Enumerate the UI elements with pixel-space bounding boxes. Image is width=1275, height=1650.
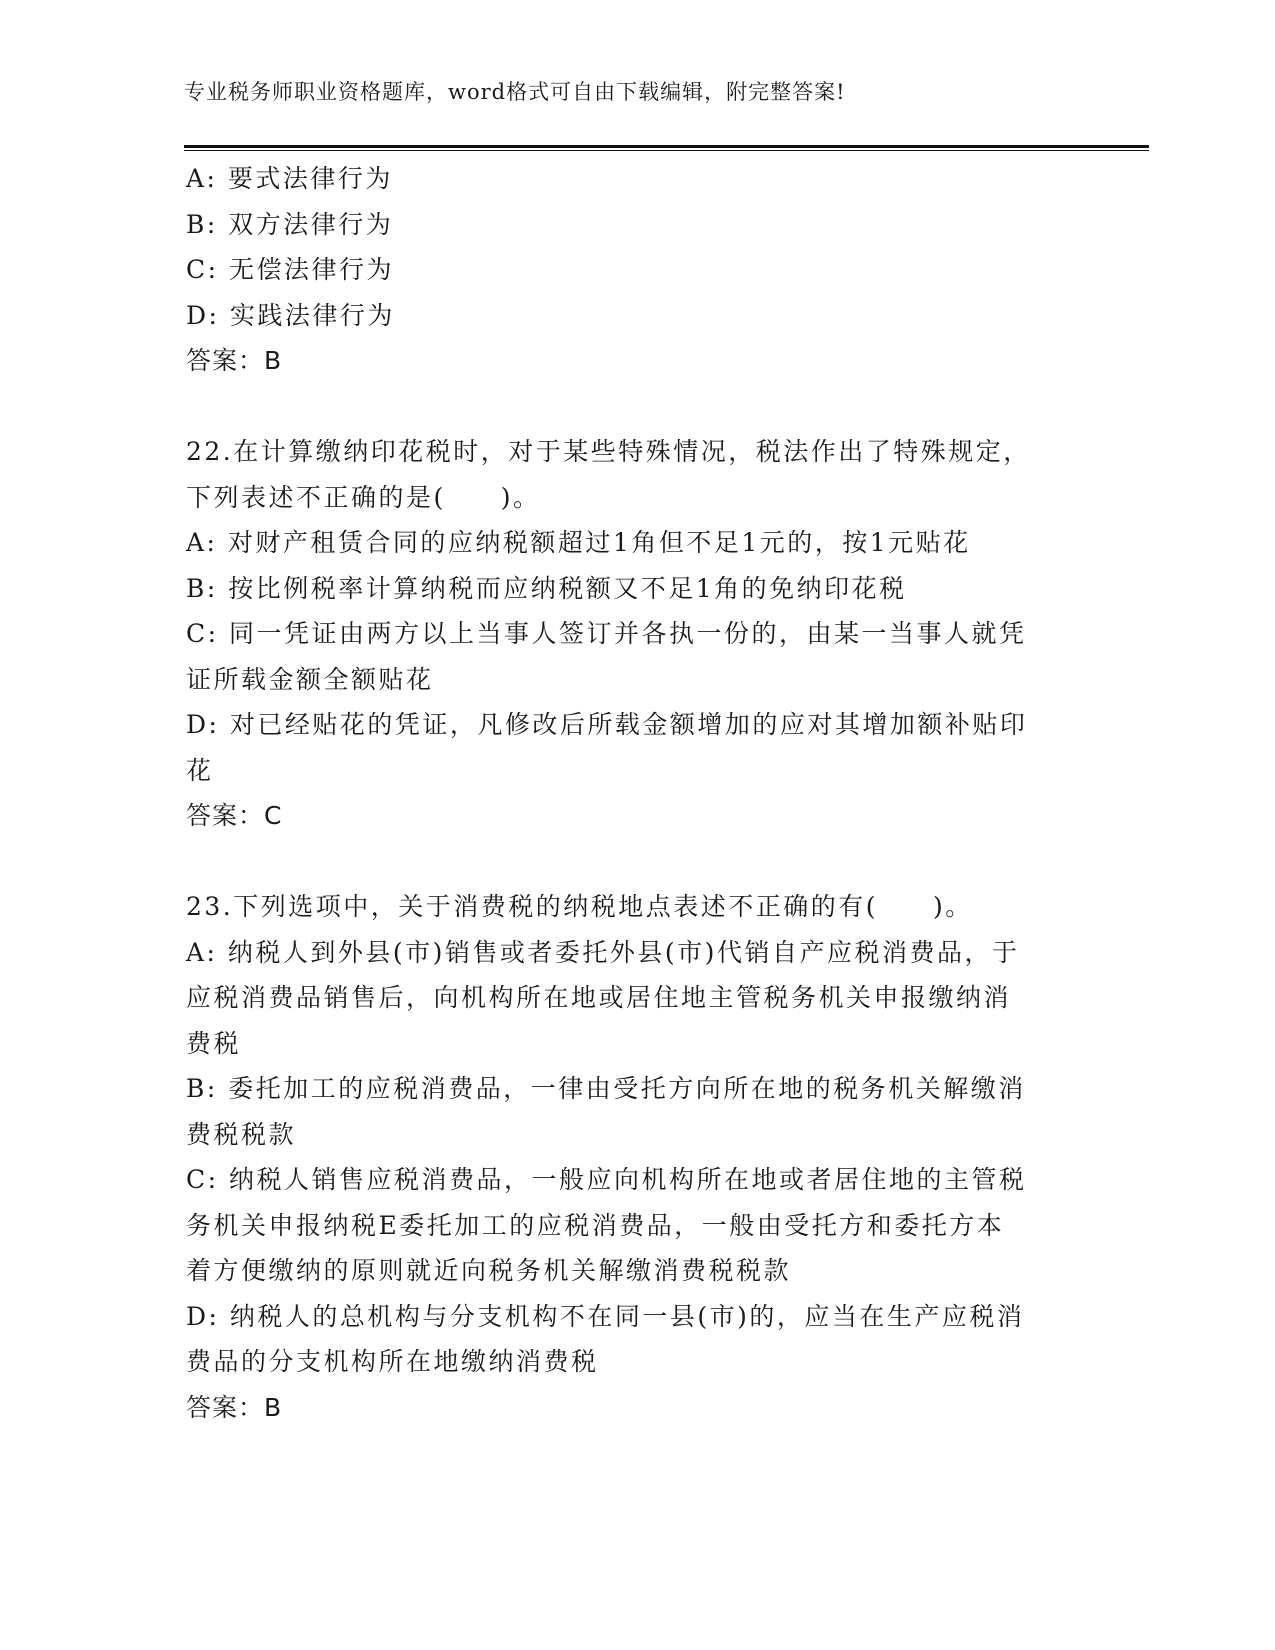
option-d-continued: 费品的分支机构所在地缴纳消费税	[186, 1347, 599, 1376]
header-rule-thick	[184, 145, 1149, 148]
option-c: C: 同一凭证由两方以上当事人签订并各执一份的，由某一当事人就凭	[186, 619, 1027, 648]
question-22-answer: 答案：C	[186, 801, 283, 830]
option-a-continued: 费税	[186, 1028, 242, 1058]
question-21-answer: 答案：B	[186, 346, 283, 375]
option-b: B: 委托加工的应税消费品，一律由受托方向所在地的税务机关解缴消	[186, 1074, 1026, 1103]
option-d: D: 纳税人的总机构与分支机构不在同一县(市)的，应当在生产应税消	[186, 1301, 1025, 1331]
option-c: C: 无偿法律行为	[186, 255, 394, 284]
question-21-options	[186, 156, 1066, 338]
option-a: A: 对财产租赁合同的应纳税额超过1角但不足1元的，按1元贴花	[186, 528, 971, 557]
question-stem-line: 22.在计算缴纳印花税时，对于某些特殊情况，税法作出了特殊规定，	[186, 437, 1031, 466]
option-b: B: 按比例税率计算纳税而应纳税额又不足1角的免纳印花税	[186, 573, 907, 603]
spacer	[186, 839, 1066, 885]
header-rule-thin	[184, 150, 1149, 151]
option-d: D: 对已经贴花的凭证，凡修改后所载金额增加的应对其增加额补贴印	[186, 710, 1028, 739]
question-stem-line: 23.下列选项中，关于消费税的纳税地点表述不正确的有( )。	[186, 892, 973, 921]
question-23-answer: 答案：B	[186, 1392, 283, 1422]
question-content	[186, 156, 1066, 1430]
option-d: D: 实践法律行为	[186, 300, 395, 330]
option-c: C: 纳税人销售应税消费品，一般应向机构所在地或者居住地的主管税	[186, 1165, 1027, 1194]
option-b-continued: 费税税款	[186, 1119, 297, 1149]
option-a: A: 纳税人到外县(市)销售或者委托外县(市)代销自产应税消费品，于	[186, 937, 1020, 967]
option-d-continued: 花	[186, 755, 214, 785]
option-c-continued: 证所载金额全额贴花	[186, 664, 434, 694]
question-22	[186, 429, 1066, 839]
option-a-continued: 应税消费品销售后，向机构所在地或居住地主管税务机关申报缴纳消	[186, 983, 1012, 1012]
spacer	[186, 384, 1066, 430]
question-23	[186, 884, 1066, 1430]
option-b: B: 双方法律行为	[186, 209, 394, 239]
option-a: A: 要式法律行为	[186, 164, 393, 193]
option-c-continued: 务机关申报纳税E委托加工的应税消费品，一般由受托方和委托方本	[186, 1210, 1005, 1240]
option-c-continued: 着方便缴纳的原则就近向税务机关解缴消费税税款	[186, 1256, 792, 1285]
question-stem-line: 下列表述不正确的是( )。	[186, 482, 541, 512]
page-header: 专业税务师职业资格题库，word格式可自由下载编辑，附完整答案!	[184, 80, 846, 104]
